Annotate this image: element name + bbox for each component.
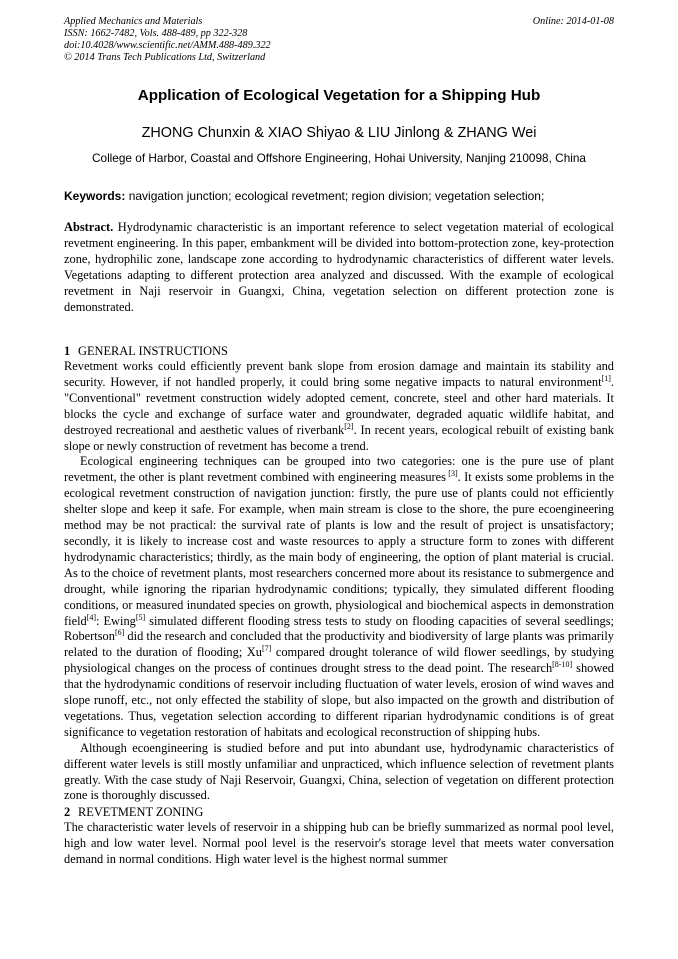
paragraph-1-1 bbox=[64, 359, 614, 454]
citation: [2] bbox=[344, 421, 354, 431]
text-run: compared drought tolerance of wild flower seedlings, by studying physiological changes on the process of continues drought stress to the dead point. The research bbox=[64, 645, 614, 676]
abstract-text: Hydrodynamic characteristic is an important reference to select vegetation material of ecological revetment engineering. In this paper, embankment will be divided into bottom-protection zone, key-protection zone, hydrophilic zone, landscape zone according to hydrodynamic characteristics of different water levels. Vegetations adapting to different protection area analyzed and discussed. With the example of ecological revetment in Naji reservoir in Guangxi, China, vegetation selection on different protection zone is demonstrated. bbox=[64, 220, 614, 314]
citation: [8-10] bbox=[552, 660, 573, 670]
text-run: Revetment works could efficiently prevent bank slope from erosion damage and maintain its stability and security. However, if not handled properly, it could bring some negative impacts to natural environment bbox=[64, 359, 614, 389]
paper-page bbox=[64, 16, 614, 868]
section-title: GENERAL INSTRUCTIONS bbox=[78, 344, 228, 358]
journal-name: Applied Mechanics and Materials bbox=[64, 16, 203, 27]
text-run: did the research and concluded that the productivity and biodiversity of large plants was primarily related to the duration of flooding; Xu bbox=[64, 629, 614, 660]
keywords-text: navigation junction; ecological revetment; region division; vegetation selection; bbox=[128, 189, 545, 203]
text-run: Ecological engineering techniques can be grouped into two categories: one is the pure use of plant revetment, the other is plant revetment combined with engineering measures bbox=[64, 454, 614, 485]
text-run: . "Conventional" revetment construction widely adopted cement, concrete, steel and other hard materials. It blocks the cycle and exchange of surface water and groundwater, degraded aquatic wildlife habitat, and destroyed recreational and aesthetic values of riverbank bbox=[64, 374, 614, 437]
section-heading-1 bbox=[64, 343, 614, 359]
doi-line: doi:10.4028/www.scientific.net/AMM.488-489.322 bbox=[64, 40, 271, 51]
citation: [1] bbox=[601, 373, 611, 383]
section-number: 1 bbox=[64, 344, 71, 358]
abstract bbox=[64, 219, 614, 315]
abstract-label: Abstract. bbox=[64, 220, 114, 234]
copyright-line: © 2014 Trans Tech Publications Ltd, Switzerland bbox=[64, 52, 266, 63]
text-run: simulated different flooding stress tests to study on flooding capacities of several seedlings; Robertson bbox=[64, 613, 614, 644]
paragraph-1-2 bbox=[64, 454, 614, 740]
online-date: Online: 2014-01-08 bbox=[532, 16, 614, 27]
citation: [5] bbox=[135, 612, 146, 622]
paragraph-2-1: The characteristic water levels of reservoir in a shipping hub can be briefly summarized as normal pool level, high and low water level. Normal pool level is the reservoir's storage level that meets water conversation demand in normal conditions. High water level is the highest normal summer bbox=[64, 820, 614, 867]
section-title: REVETMENT ZONING bbox=[78, 805, 204, 820]
section-number: 2 bbox=[64, 805, 71, 820]
citation: [4] bbox=[86, 612, 97, 622]
text-run: showed that the hydrodynamic conditions of reservoir including fluctuation of water levels, erosion of wind waves and slope runoff, etc., not only effected the stability of slope, but also impacted on the growth and distribution of vegetations. Thus, vegetation selection according to different riparian hydrodynamic conditions is of great significance to vegetation restoration of habitats and ecological reconstruction of shipping hubs. bbox=[64, 661, 614, 739]
affiliation: College of Harbor, Coastal and Offshore Engineering, Hohai University, Nanjing 210098, China bbox=[91, 151, 586, 165]
citation: [3] bbox=[445, 469, 458, 479]
citation: [6] bbox=[114, 628, 125, 638]
paper-title: Application of Ecological Vegetation for a Shipping Hub bbox=[137, 87, 541, 104]
text-run: : Ewing bbox=[96, 613, 136, 628]
text-run: . In recent years, ecological rebuilt of existing bank slope or newly construction of revetment has become a trend. bbox=[64, 422, 614, 453]
citation: [7] bbox=[261, 644, 272, 654]
text-run: . It exists some problems in the ecological revetment construction of navigation junction: firstly, the pure use of plants could not efficiently shelter slope and keep it safe. For example, when main stream is close to the shore, the pure ecoengineering method may be not practical: the survival rate of plants is low and the result of project is unsatisfactory; secondly, it is likely to increase cost and waste resources to apply a structure form to zones with different hydrodynamic characteristics; thirdly, as the main body of engineering, the option of plant material is crucial. As to the choice of revetment plants, most researchers concerned more about its resistance to submergence and drought, while ignoring the riparian hydrodynamic conditions; typically, they simulated different flooding conditions, or measured inundated species on growth, physiological and biochemical aspects in demonstration field bbox=[64, 470, 614, 628]
issn-line: ISSN: 1662-7482, Vols. 488-489, pp 322-328 bbox=[64, 28, 248, 39]
author-list: ZHONG Chunxin & XIAO Shiyao & LIU Jinlong & ZHANG Wei bbox=[141, 125, 537, 141]
paragraph-1-3: Although ecoengineering is studied before and put into abundant use, hydrodynamic characteristics of different water levels is still mostly unfamiliar and unpracticed, which influence selection of revetment plants greatly. With the case study of Naji Reservoir, Guangxi, China, selection of vegetation on different protection zone is thoroughly discussed. bbox=[64, 740, 614, 803]
keywords bbox=[64, 189, 614, 203]
journal-header bbox=[64, 16, 614, 64]
keywords-label: Keywords: bbox=[64, 189, 126, 203]
section-heading-2 bbox=[64, 804, 614, 820]
